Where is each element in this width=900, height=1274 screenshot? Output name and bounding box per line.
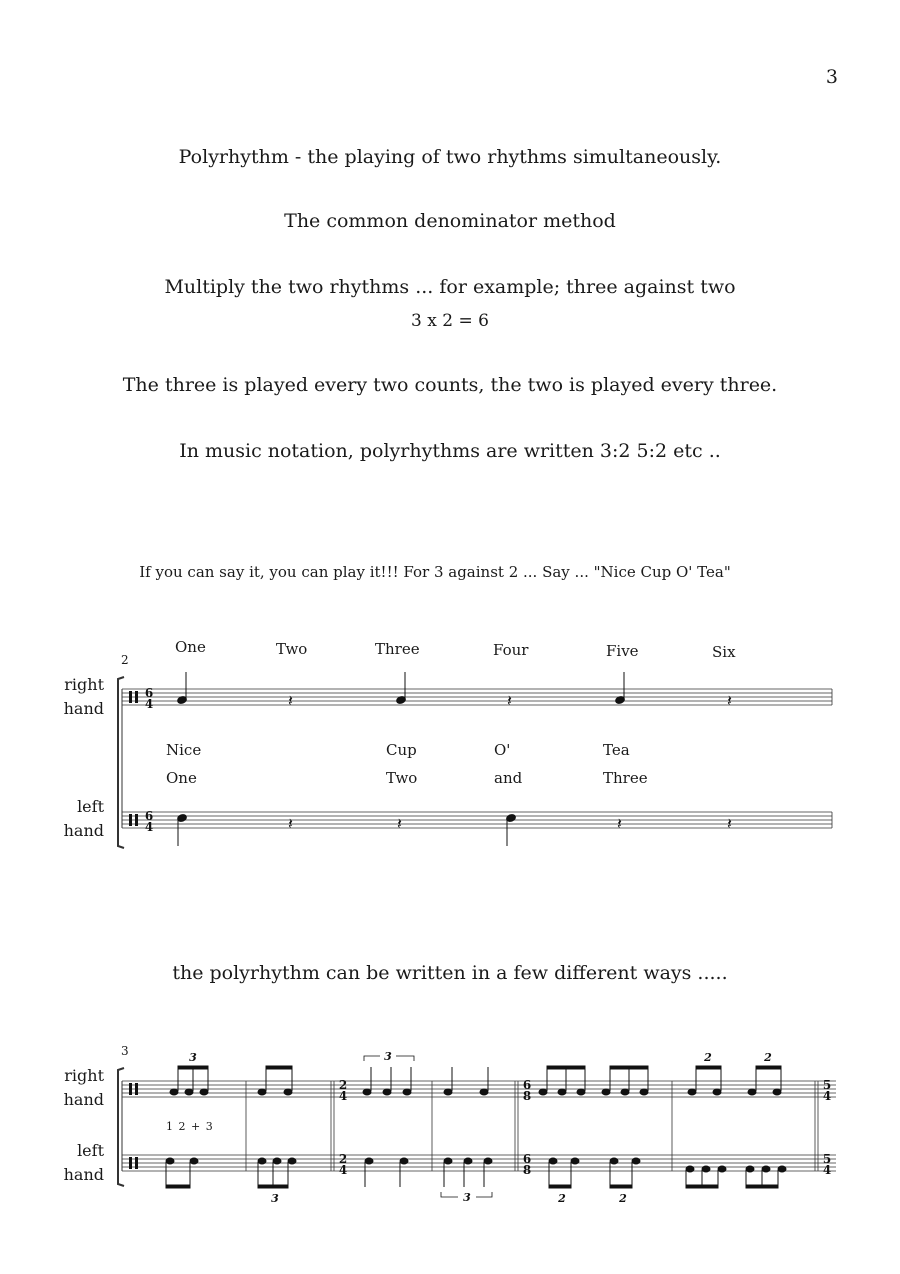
ts-54-top-lh: 5 (822, 1152, 832, 1166)
tuplet-2-rh-a: 2 (704, 1051, 712, 1064)
count-word-6: Six (712, 643, 736, 661)
lh2-note (571, 1158, 579, 1164)
equation-line: 3 x 2 = 6 (411, 311, 489, 331)
tuplet-3-rh-m1: 3 (189, 1051, 197, 1064)
staff-right-hand-1 (122, 689, 832, 705)
time-sig-top-rh-1: 6 (144, 686, 154, 700)
count-word-1: One (175, 638, 206, 656)
rest-lh-3: 𝄽 (397, 814, 402, 833)
rh2-beam (696, 1066, 721, 1069)
staff-right-hand-2 (122, 1081, 836, 1097)
lh2-note (778, 1166, 786, 1172)
rh2-beam (266, 1066, 292, 1069)
rh2-note (403, 1089, 411, 1095)
method-heading: The common denominator method (284, 210, 616, 232)
lh2-beam (166, 1185, 190, 1188)
rh2-note (773, 1089, 781, 1095)
rh2-beam (610, 1066, 648, 1069)
count-word-4: Four (493, 641, 529, 659)
ts-24-top-rh: 2 (338, 1078, 348, 1092)
rh2-note (621, 1089, 629, 1095)
rh2-note (284, 1089, 292, 1095)
rh2-beam (178, 1066, 208, 1069)
tuplet-3-lh-m2: 3 (271, 1192, 279, 1205)
ts-24-bot-rh: 4 (338, 1089, 348, 1103)
lh2-beam (686, 1185, 718, 1188)
phrase-count-one: One (166, 769, 197, 787)
lh2-note (762, 1166, 770, 1172)
staff-left-hand-1 (122, 812, 832, 828)
rh2-note (640, 1089, 648, 1095)
phrase-word-o: O' (494, 741, 511, 759)
system-2 (118, 1068, 836, 1186)
rh2-note (170, 1089, 178, 1095)
lh2-note (702, 1166, 710, 1172)
rest-rh-4: 𝄽 (507, 691, 512, 710)
left-hand-label-2: left hand (63, 1141, 104, 1184)
time-sig-top-lh-1: 6 (144, 809, 154, 823)
rh2-note (383, 1089, 391, 1095)
rh2-note (200, 1089, 208, 1095)
lh2-beam (610, 1185, 632, 1188)
multiply-line: Multiply the two rhythms ... for example; three against two (164, 276, 736, 298)
ts-68-top-rh: 6 (522, 1078, 532, 1092)
staff-left-hand-2 (122, 1155, 836, 1171)
ways-line: the polyrhythm can be written in a few different ways ..... (172, 962, 728, 984)
rh2-note (577, 1089, 585, 1095)
lh2-note (288, 1158, 296, 1164)
rh2-note (748, 1089, 756, 1095)
phrase-count-and: and (494, 769, 523, 787)
rest-lh-6: 𝄽 (727, 814, 732, 833)
tuplet-3-rh-m3: 3 (384, 1050, 392, 1063)
rh2-beam (547, 1066, 585, 1069)
right-hand-label-2: right hand (63, 1066, 104, 1109)
rh2-note (688, 1089, 696, 1095)
count-word-2: Two (276, 640, 308, 658)
rest-lh-5: 𝄽 (617, 814, 622, 833)
time-sig-bottom-lh-1: 4 (144, 820, 154, 834)
ts-68-bot-lh: 8 (522, 1163, 532, 1177)
ts-54-bot-lh: 4 (822, 1163, 832, 1177)
rh2-note (558, 1089, 566, 1095)
lh2-note (464, 1158, 472, 1164)
ts-24-bot-lh: 4 (338, 1163, 348, 1177)
tuplet-2-lh-b: 2 (619, 1192, 627, 1205)
phrase-count-two: Two (386, 769, 418, 787)
measure-number-1: 2 (121, 653, 129, 667)
lh2-beam (549, 1185, 571, 1188)
say-it-line: If you can say it, you can play it!!! For 3 against 2 ... Say ... "Nice Cup O' Tea" (139, 563, 731, 581)
ts-68-bot-rh: 8 (522, 1089, 532, 1103)
count-word-5: Five (606, 642, 639, 660)
rest-lh-2: 𝄽 (288, 814, 293, 833)
ts-54-bot-rh: 4 (822, 1089, 832, 1103)
rh2-note (444, 1089, 452, 1095)
rh2-note (185, 1089, 193, 1095)
tuplet-2-lh-a: 2 (558, 1192, 566, 1205)
rh2-note (363, 1089, 371, 1095)
lh2-note (400, 1158, 408, 1164)
lh2-note (258, 1158, 266, 1164)
tuplet-2-rh-b: 2 (764, 1051, 772, 1064)
time-sig-bottom-rh-1: 4 (144, 697, 154, 711)
lh2-note (610, 1158, 618, 1164)
rh2-note (480, 1089, 488, 1095)
lh2-note (273, 1158, 281, 1164)
lh2-note (686, 1166, 694, 1172)
rh2-note (539, 1089, 547, 1095)
played-line: The three is played every two counts, the two is played every three. (122, 374, 778, 396)
lh2-beam (746, 1185, 778, 1188)
count-word-3: Three (375, 640, 420, 658)
lh2-note (484, 1158, 492, 1164)
page-number: 3 (825, 66, 838, 88)
ts-68-top-lh: 6 (522, 1152, 532, 1166)
ts-24-top-lh: 2 (338, 1152, 348, 1166)
lh2-beam (258, 1185, 288, 1188)
lh2-note (632, 1158, 640, 1164)
rh2-beam (756, 1066, 781, 1069)
rh2-note (258, 1089, 266, 1095)
count-hint: 1 2 + 3 (166, 1120, 214, 1133)
lh2-note (549, 1158, 557, 1164)
rh2-note (713, 1089, 721, 1095)
rest-rh-2: 𝄽 (288, 691, 293, 710)
ts-54-top-rh: 5 (822, 1078, 832, 1092)
phrase-word-tea: Tea (603, 741, 630, 759)
lh2-note (746, 1166, 754, 1172)
rh2-note (602, 1089, 610, 1095)
phrase-count-three: Three (603, 769, 648, 787)
lh2-note (444, 1158, 452, 1164)
right-hand-label-1: right hand (63, 675, 104, 718)
lh2-note (190, 1158, 198, 1164)
rest-rh-6: 𝄽 (727, 691, 732, 710)
measure-number-2: 3 (121, 1044, 129, 1058)
notation-line: In music notation, polyrhythms are written 3:2 5:2 etc .. (179, 440, 721, 462)
lh2-note (365, 1158, 373, 1164)
phrase-word-nice: Nice (166, 741, 202, 759)
phrase-word-cup: Cup (386, 741, 417, 759)
tuplet-3-lh-m4: 3 (463, 1191, 471, 1204)
left-hand-label-1: left hand (63, 797, 104, 840)
system-1 (118, 677, 832, 848)
definition-line: Polyrhythm - the playing of two rhythms simultaneously. (178, 146, 722, 168)
lh2-note (718, 1166, 726, 1172)
lh2-note (166, 1158, 174, 1164)
